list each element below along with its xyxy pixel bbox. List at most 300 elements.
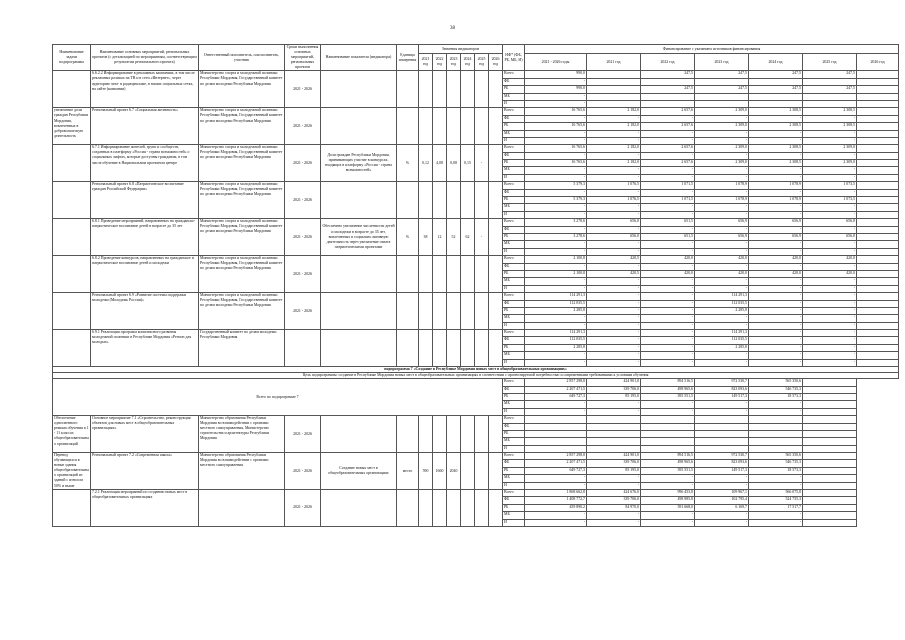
funding-value-cell: - <box>587 263 641 270</box>
funding-value-cell: - <box>749 408 803 415</box>
funding-value-cell: - <box>641 189 695 196</box>
funding-value-cell: 2 657,6 <box>641 108 695 115</box>
funding-value-cell: 114 291,3 <box>525 330 587 337</box>
funding-value-cell: 649 727,3 <box>525 393 587 400</box>
goal-cell: Обеспечение односменного режима обучения в 1 - 11 классах общеобразовательных организаций <box>53 416 91 453</box>
funding-value-cell: - <box>695 248 749 255</box>
funding-value-cell: - <box>695 130 749 137</box>
funding-value-cell: - <box>749 315 803 322</box>
event-cell: Региональный проект 6.8 «Патриотическое воспитание граждан Российской Федерации» <box>91 182 199 219</box>
source-cell: МБ <box>503 204 525 211</box>
source-cell: И <box>503 445 525 452</box>
funding-value-cell <box>587 438 641 445</box>
funding-value-cell: 114 291,3 <box>525 293 587 300</box>
indicator-cell <box>321 293 397 330</box>
period-cell: 2021 - 2026 <box>285 182 321 219</box>
funding-value-cell: 2 308,5 <box>803 108 857 115</box>
table-row <box>53 293 899 300</box>
total-label: Всего по подпрограмме 7 <box>53 379 503 416</box>
funding-value-cell: 990,0 <box>525 86 587 93</box>
funding-value-cell: - <box>587 130 641 137</box>
funding-value-cell <box>857 330 899 337</box>
funding-value-cell: - <box>749 174 803 181</box>
funding-value-cell <box>641 423 695 430</box>
funding-value-cell <box>587 71 641 78</box>
funding-value-cell <box>803 460 857 467</box>
indicator-value-cell <box>475 108 489 145</box>
period-cell: 2021 - 2026 <box>285 219 321 256</box>
event-cell: 6.8.1 Проведение мероприятий, направленных на гражданско-патриотическое воспитание детей в возрасте до 35 лет <box>91 219 199 256</box>
funding-value-cell <box>857 359 899 366</box>
indicator-value-cell <box>461 490 475 527</box>
funding-value-cell: 656,9 <box>695 233 749 240</box>
funding-value-cell: 247,5 <box>641 86 695 93</box>
funding-value-cell: - <box>641 285 695 292</box>
event-cell: 6.9.1 Реализация программ комплексного развития молодежной политики в Республике Мордовия «Регион для молодых» <box>91 330 199 367</box>
source-cell: ФБ <box>503 115 525 122</box>
funding-value-cell: 498 965,6 <box>641 386 695 393</box>
funding-value-cell <box>695 445 749 452</box>
funding-value-cell <box>857 137 899 144</box>
funding-value-cell: - <box>803 315 857 322</box>
funding-value-cell: - <box>803 241 857 248</box>
funding-value-cell: 2 309,0 <box>695 160 749 167</box>
funding-value-cell <box>857 233 899 240</box>
funding-value-cell <box>695 423 749 430</box>
funding-value-cell <box>803 482 857 489</box>
indicator-cell <box>321 182 397 219</box>
source-cell: РБ <box>503 123 525 130</box>
source-cell: МБ <box>503 475 525 482</box>
source-cell: РБ <box>503 160 525 167</box>
funding-value-cell: - <box>525 263 587 270</box>
source-cell: И <box>503 359 525 366</box>
funding-value-cell: 565 350,6 <box>749 453 803 460</box>
funding-value-cell: 339 706,0 <box>587 386 641 393</box>
funding-value-cell <box>857 108 899 115</box>
funding-value-cell: - <box>803 322 857 329</box>
funding-value-cell: - <box>525 519 587 526</box>
funding-value-cell: - <box>525 408 587 415</box>
funding-value-cell: 649 727,3 <box>525 467 587 474</box>
funding-value-cell: - <box>587 174 641 181</box>
funding-value-cell <box>803 393 857 400</box>
funding-value-cell: - <box>587 359 641 366</box>
funding-value-cell: - <box>749 322 803 329</box>
funding-value-cell: - <box>641 344 695 351</box>
funding-value-cell <box>857 352 899 359</box>
funding-value-cell <box>803 100 857 107</box>
unit-cell <box>397 71 419 108</box>
funding-value-cell: - <box>803 204 857 211</box>
funding-value-cell <box>857 123 899 130</box>
funding-value-cell: - <box>641 152 695 159</box>
funding-value-cell: - <box>641 330 695 337</box>
table-row <box>53 108 899 115</box>
funding-value-cell: 1 071,5 <box>641 182 695 189</box>
funding-value-cell <box>525 416 587 423</box>
funding-value-cell: - <box>803 211 857 218</box>
funding-value-cell <box>749 416 803 423</box>
funding-value-cell: 247,5 <box>641 71 695 78</box>
indicator-value-cell <box>489 330 503 367</box>
indicator-value-cell: - <box>475 145 489 182</box>
funding-value-cell: - <box>749 263 803 270</box>
funding-value-cell: - <box>641 300 695 307</box>
funding-value-cell: - <box>803 226 857 233</box>
funding-value-cell: - <box>749 285 803 292</box>
funding-value-cell: 894 516,5 <box>641 453 695 460</box>
header-funding-year: 2021 - 2026 годы <box>525 54 587 71</box>
funding-value-cell <box>857 204 899 211</box>
funding-value-cell <box>803 467 857 474</box>
source-cell: МБ <box>503 315 525 322</box>
funding-value-cell: 2 308,5 <box>749 108 803 115</box>
goal-cell <box>53 219 91 256</box>
goal-cell <box>53 71 91 108</box>
indicator-value-cell <box>489 293 503 330</box>
funding-value-cell: 6 169,7 <box>695 504 749 511</box>
funding-value-cell: 823 093,6 <box>695 460 749 467</box>
funding-value-cell <box>803 504 857 511</box>
funding-value-cell: 2 100,8 <box>525 270 587 277</box>
indicator-value-cell <box>461 330 475 367</box>
funding-value-cell <box>587 423 641 430</box>
funding-value-cell: - <box>695 322 749 329</box>
funding-value-cell: 114 291,3 <box>695 330 749 337</box>
funding-value-cell: - <box>641 278 695 285</box>
funding-value-cell <box>749 430 803 437</box>
table-row <box>53 490 899 497</box>
funding-value-cell: - <box>525 100 587 107</box>
funding-value-cell <box>695 93 749 100</box>
funding-value-cell <box>857 174 899 181</box>
funding-value-cell: - <box>525 322 587 329</box>
event-cell: Региональный проект 6.7 «Социальная активность» <box>91 108 199 145</box>
funding-value-cell: - <box>749 152 803 159</box>
funding-value-cell: - <box>695 152 749 159</box>
table-row <box>53 453 899 460</box>
funding-value-cell: - <box>525 482 587 489</box>
source-cell: МБ <box>503 438 525 445</box>
funding-value-cell: - <box>749 115 803 122</box>
funding-value-cell: 565 350,6 <box>749 379 803 386</box>
goal-cell <box>53 145 91 182</box>
funding-value-cell: - <box>749 241 803 248</box>
indicator-value-cell <box>489 490 503 527</box>
indicator-value-cell <box>419 71 433 108</box>
unit-cell: % <box>397 219 419 256</box>
funding-value-cell: - <box>803 278 857 285</box>
funding-value-cell: - <box>749 189 803 196</box>
header-funding: Финансирование с указанием источников финансирования <box>525 45 899 54</box>
indicator-value-cell <box>433 416 447 453</box>
indicator-value-cell <box>419 330 433 367</box>
funding-value-cell <box>749 445 803 452</box>
funding-value-cell: - <box>641 307 695 314</box>
funding-value-cell: - <box>587 330 641 337</box>
funding-value-cell <box>857 256 899 263</box>
funding-value-cell: - <box>525 189 587 196</box>
funding-value-cell <box>641 78 695 85</box>
funding-value-cell <box>857 241 899 248</box>
funding-value-cell: 391 668,0 <box>641 504 695 511</box>
indicator-cell: Создание новых мест в общеобразовательных организациях <box>321 453 397 490</box>
funding-value-cell: - <box>587 475 641 482</box>
funding-value-cell: 112 035,5 <box>695 337 749 344</box>
funding-value-cell: - <box>749 300 803 307</box>
funding-value-cell: 656,0 <box>587 219 641 226</box>
funding-value-cell: - <box>641 167 695 174</box>
header-target-values: Значения индикаторов <box>419 45 503 54</box>
funding-value-cell: 2 285,8 <box>525 344 587 351</box>
indicator-value-cell <box>489 145 503 182</box>
funding-value-cell <box>857 145 899 152</box>
funding-value-cell: 112 035,5 <box>525 337 587 344</box>
funding-value-cell: - <box>695 174 749 181</box>
indicator-value-cell: 12 <box>433 219 447 256</box>
funding-value-cell: 990,0 <box>525 71 587 78</box>
funding-value-cell: - <box>641 482 695 489</box>
header-indicator-year: 2026 год <box>489 54 503 71</box>
funding-value-cell: - <box>641 263 695 270</box>
source-cell: Всего <box>503 71 525 78</box>
indicator-value-cell <box>475 182 489 219</box>
indicator-value-cell <box>489 416 503 453</box>
funding-value-cell <box>857 270 899 277</box>
indicator-value-cell <box>419 490 433 527</box>
funding-value-cell <box>803 519 857 526</box>
period-cell: 2021 - 2026 <box>285 108 321 145</box>
funding-value-cell: - <box>525 241 587 248</box>
funding-value-cell: 16 765,6 <box>525 160 587 167</box>
header-executor: Ответственный исполнитель, соисполнитель, участник <box>199 45 285 71</box>
funding-value-cell <box>857 167 899 174</box>
source-cell: Всего <box>503 379 525 386</box>
funding-value-cell <box>749 93 803 100</box>
funding-value-cell: - <box>749 512 803 519</box>
header-funding-year: 2021 год <box>587 54 641 71</box>
funding-value-cell: - <box>749 475 803 482</box>
funding-value-cell: 2 285,8 <box>695 344 749 351</box>
funding-value-cell: - <box>695 315 749 322</box>
funding-value-cell: 2 857 298,8 <box>525 453 587 460</box>
funding-value-cell: - <box>803 337 857 344</box>
indicator-value-cell <box>489 108 503 145</box>
funding-value-cell: 112 035,5 <box>695 300 749 307</box>
source-cell: РБ <box>503 307 525 314</box>
indicator-value-cell: 1660 <box>433 453 447 490</box>
source-cell: ФБ <box>503 460 525 467</box>
funding-value-cell: 2 657,6 <box>641 145 695 152</box>
source-cell: Всего <box>503 256 525 263</box>
program-table <box>52 44 899 527</box>
indicator-value-cell <box>475 256 489 293</box>
funding-value-cell <box>857 100 899 107</box>
funding-value-cell <box>857 86 899 93</box>
source-cell: И <box>503 174 525 181</box>
header-funding-year: 2023 год <box>695 54 749 71</box>
funding-value-cell: 18 573,3 <box>749 467 803 474</box>
funding-value-cell: 546 735,3 <box>749 386 803 393</box>
funding-value-cell: 102 795,4 <box>695 497 749 504</box>
funding-value-cell <box>803 416 857 423</box>
source-cell: РБ <box>503 344 525 351</box>
funding-value-cell <box>695 78 749 85</box>
funding-value-cell: 420,0 <box>803 270 857 277</box>
funding-value-cell: - <box>803 263 857 270</box>
source-cell: МБ <box>503 130 525 137</box>
event-cell: Региональный проект 7.2 «Современная школа» <box>91 453 199 490</box>
funding-value-cell: - <box>525 152 587 159</box>
funding-value-cell <box>803 512 857 519</box>
funding-value-cell: 5 379,3 <box>525 182 587 189</box>
funding-value-cell <box>641 438 695 445</box>
funding-value-cell: 84 970,0 <box>587 504 641 511</box>
funding-value-cell: 1 076,5 <box>587 197 641 204</box>
funding-value-cell: 823 093,6 <box>695 386 749 393</box>
funding-value-cell: 420,0 <box>749 256 803 263</box>
source-cell: Всего <box>503 490 525 497</box>
executor-cell: Министерство спорта и молодежной политики Республики Мордовия, Государственный комитет по делам молодежи Республики Мордовия <box>199 71 285 108</box>
indicator-cell <box>321 108 397 145</box>
source-cell: И <box>503 137 525 144</box>
indicator-cell <box>321 71 397 108</box>
source-cell: Всего <box>503 416 525 423</box>
executor-cell: Министерство спорта и молодежной политики Республики Мордовия, Государственный комитет по делам молодежи Республики Мордовия <box>199 182 285 219</box>
funding-value-cell <box>587 100 641 107</box>
funding-value-cell: 114 291,3 <box>695 293 749 300</box>
unit-cell <box>397 182 419 219</box>
funding-value-cell: 2 207 471,5 <box>525 386 587 393</box>
source-cell: Всего <box>503 219 525 226</box>
funding-value-cell: 651,5 <box>641 233 695 240</box>
event-cell: 7.2.1 Реализация мероприятий по созданию новых мест в общеобразовательных организациях <box>91 490 199 527</box>
unit-cell: % <box>397 145 419 182</box>
funding-value-cell: - <box>641 248 695 255</box>
indicator-value-cell <box>433 293 447 330</box>
funding-value-cell <box>695 100 749 107</box>
subprogram-title: подпрограмма 7 «Создание в Республике Мордовия новых мест в общеобразовательных организациях» <box>53 367 899 373</box>
source-cell: И <box>503 100 525 107</box>
table-row <box>53 145 899 152</box>
funding-value-cell: - <box>803 344 857 351</box>
source-cell: Всего <box>503 182 525 189</box>
indicator-cell <box>321 490 397 527</box>
funding-value-cell <box>803 379 857 386</box>
funding-value-cell: - <box>641 174 695 181</box>
goal-cell: увеличение доли граждан Республики Мордовия, вовлеченных в добровольческую деятельность <box>53 108 91 145</box>
header-funding-year: 2022 год <box>641 54 695 71</box>
funding-value-cell: - <box>695 352 749 359</box>
funding-value-cell <box>803 475 857 482</box>
indicator-value-cell <box>433 71 447 108</box>
funding-value-cell: - <box>749 352 803 359</box>
funding-value-cell <box>803 453 857 460</box>
funding-value-cell: 2 285,8 <box>695 307 749 314</box>
funding-value-cell <box>857 293 899 300</box>
period-cell: 2021 - 2026 <box>285 145 321 182</box>
period-cell: 2021 - 2026 <box>285 490 321 527</box>
source-cell: МБ <box>503 512 525 519</box>
funding-value-cell: - <box>803 285 857 292</box>
source-cell: РБ <box>503 197 525 204</box>
funding-value-cell <box>857 337 899 344</box>
funding-value-cell: 424 676,0 <box>587 490 641 497</box>
funding-value-cell: 149 517,3 <box>695 467 749 474</box>
source-cell: ФБ <box>503 263 525 270</box>
funding-value-cell: - <box>695 263 749 270</box>
funding-value-cell: - <box>695 226 749 233</box>
indicator-cell <box>321 416 397 453</box>
indicator-value-cell: 2040 <box>447 453 461 490</box>
funding-value-cell: - <box>641 519 695 526</box>
funding-value-cell: - <box>803 137 857 144</box>
funding-value-cell: - <box>525 137 587 144</box>
indicator-value-cell <box>447 182 461 219</box>
funding-value-cell <box>525 445 587 452</box>
indicator-value-cell <box>419 108 433 145</box>
funding-value-cell: 2 308,5 <box>749 123 803 130</box>
header-goal: Наименование задачи подпрограммы <box>53 45 91 71</box>
indicator-value-cell: 4,08 <box>433 145 447 182</box>
funding-value-cell: 395 551,5 <box>641 393 695 400</box>
funding-value-cell: - <box>749 226 803 233</box>
source-cell: ФБ <box>503 152 525 159</box>
funding-value-cell <box>587 430 641 437</box>
indicator-value-cell <box>475 416 489 453</box>
goal-cell: Перевод обучающихся в новые здания общеобразовательных организаций из зданий с износом 50% и выше <box>54 453 89 488</box>
indicator-value-cell <box>461 108 475 145</box>
funding-value-cell: - <box>525 115 587 122</box>
funding-value-cell: 2 182,0 <box>587 145 641 152</box>
funding-value-cell: 498 965,6 <box>641 460 695 467</box>
indicator-value-cell <box>489 182 503 219</box>
subprogram-goal: Цель подпрограммы: создание в Республике Мордовия новых мест в общеобразовательных организациях в соответствии с прогнозируемой потребностью и современными требованиями к условиям обучения <box>53 373 899 379</box>
funding-value-cell: 656,9 <box>749 219 803 226</box>
funding-value-cell: - <box>587 211 641 218</box>
funding-value-cell: 2 309,0 <box>803 145 857 152</box>
indicator-value-cell: - <box>475 219 489 256</box>
indicator-value-cell <box>475 490 489 527</box>
header-kbk: НФ* (ФБ, РБ, МБ, И) <box>503 45 525 71</box>
funding-value-cell: 424 901,0 <box>587 379 641 386</box>
funding-value-cell <box>587 416 641 423</box>
executor-cell: Министерство спорта и молодежной политики Республики Мордовия, Государственный комитет по делам молодежи Республики Мордовия <box>199 108 285 145</box>
funding-value-cell: - <box>587 307 641 314</box>
funding-value-cell: 1 078,9 <box>695 197 749 204</box>
funding-value-cell <box>641 93 695 100</box>
funding-value-cell: - <box>641 359 695 366</box>
funding-value-cell: - <box>641 293 695 300</box>
indicator-value-cell <box>489 71 503 108</box>
funding-value-cell <box>857 263 899 270</box>
funding-value-cell: - <box>641 211 695 218</box>
funding-value-cell: 17 517,7 <box>749 504 803 511</box>
funding-value-cell: 109 967,1 <box>695 490 749 497</box>
funding-value-cell <box>749 438 803 445</box>
unit-cell <box>397 416 419 453</box>
funding-value-cell <box>857 211 899 218</box>
funding-value-cell: 894 516,5 <box>641 379 695 386</box>
funding-value-cell: 247,5 <box>749 71 803 78</box>
funding-value-cell: - <box>695 204 749 211</box>
funding-value-cell: - <box>641 475 695 482</box>
funding-value-cell: - <box>695 137 749 144</box>
source-cell: Всего <box>503 330 525 337</box>
funding-value-cell <box>857 278 899 285</box>
source-cell: И <box>503 211 525 218</box>
